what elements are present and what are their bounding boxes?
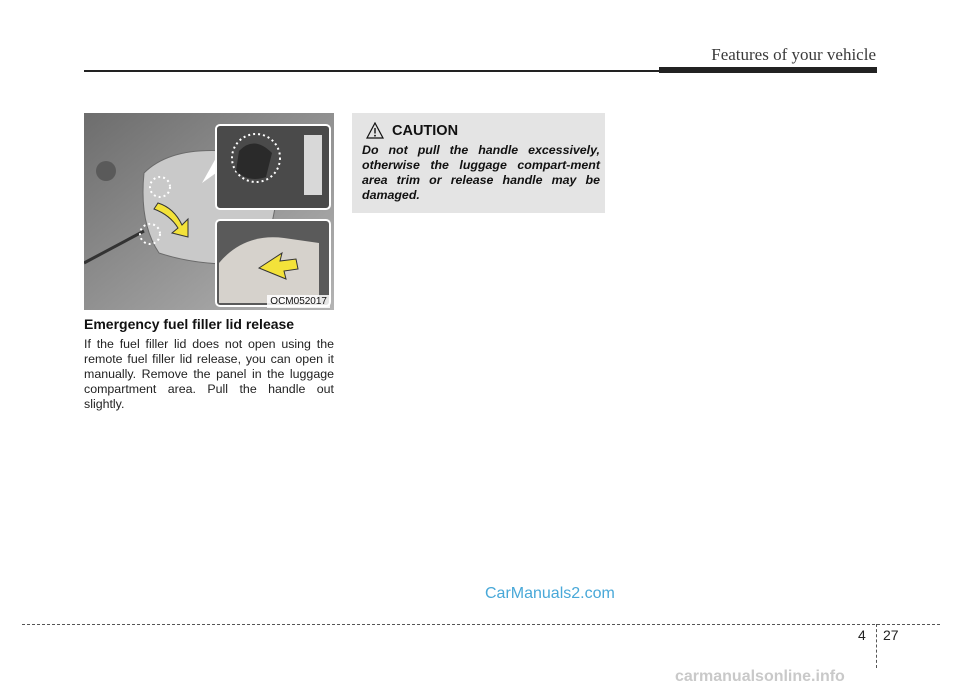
section-heading: Emergency fuel filler lid release bbox=[84, 316, 295, 332]
figure-code: OCM052017 bbox=[267, 295, 330, 308]
chapter-number: 4 bbox=[858, 627, 866, 643]
caution-header bbox=[366, 122, 458, 140]
section-body: If the fuel filler lid does not open using the remote fuel filler lid release, you can open it manually. Remove the panel in the luggage compartment area. Pull the handle out slightly. bbox=[84, 337, 334, 411]
watermark-link[interactable]: CarManuals2.com bbox=[485, 585, 615, 602]
caution-title: CAUTION bbox=[392, 123, 459, 139]
header-rule-accent bbox=[659, 67, 877, 73]
footer-divider bbox=[876, 624, 877, 668]
header-rule bbox=[84, 70, 659, 72]
warning-icon bbox=[366, 122, 384, 140]
page-section-title: Features of your vehicle bbox=[711, 45, 876, 64]
page-number: 27 bbox=[883, 627, 899, 643]
footer-rule bbox=[22, 624, 940, 625]
caution-text: Do not pull the handle excessively, otherwise the luggage compart-ment area trim or release handle may be damaged. bbox=[362, 143, 600, 202]
site-watermark[interactable]: carmanualsonline.info bbox=[675, 668, 845, 685]
fuel-lid-figure bbox=[84, 113, 334, 310]
caution-box bbox=[352, 113, 605, 213]
fuel-lid-illustration bbox=[84, 113, 334, 310]
